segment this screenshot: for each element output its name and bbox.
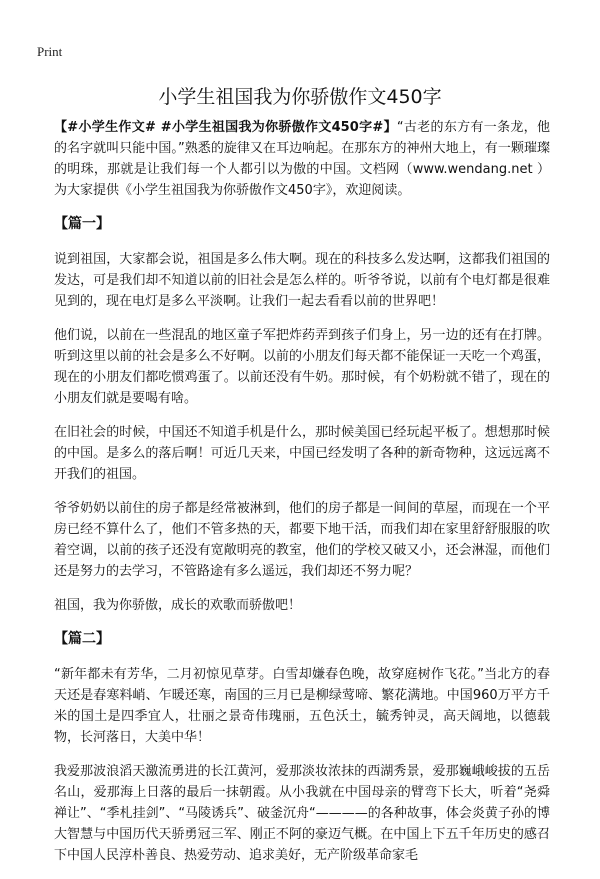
intro-paragraph xyxy=(54,117,550,201)
intro-text: “古老的东方有一条龙，他的名字就叫只能中国。”熟悉的旋律又在耳边响起。在那东方的神州大地上，有一颗璀璨的明珠，那就是让我们每一个人都引以为傲的中国。文档网（www.wendang.net ）为大家提供《小学生祖国我为你骄傲作文450字》，欢迎阅读。 xyxy=(54,120,550,198)
page-title: 小学生祖国我为你骄傲作文450字 xyxy=(158,86,442,108)
article-body xyxy=(54,117,550,879)
section2-paragraph-1: “新年都未有芳华，二月初惊见草芽。白雪却嫌春色晚，故穿庭树作飞花。”当北方的春天还是春寒料峭、乍暖还寒，南国的三月已是柳绿莺啼、繁花满地。中国960万平方千米的国土是四季宜人，壮丽之景奇伟瑰丽，五色沃土，毓秀钟灵，高天阔地，以德载物，长河落日，大美中华！ xyxy=(54,667,550,745)
section1-paragraph-1: 说到祖国，大家都会说，祖国是多么伟大啊。现在的科技多么发达啊，这都我们祖国的发达，可是我们却不知道以前的旧社会是怎么样的。听爷爷说，以前有个电灯都是很难见到的，现在电灯是多么平淡啊。让我们一起去看看以前的世界吧！ xyxy=(54,252,550,309)
section1-paragraph-2: 他们说，以前在一些混乱的地区童子军把炸药弄到孩子们身上，另一边的还有在打牌。听到这里以前的社会是多么不好啊。以前的小朋友们每天都不能保证一天吃一个鸡蛋，现在的小朋友们都吃惯鸡蛋了。以前还没有牛奶。那时候，有个奶粉就不错了，现在的小朋友们就是要喝有啥。 xyxy=(54,328,550,406)
section2-paragraph-2: 我爱那波浪滔天激流勇进的长江黄河，爱那淡妆浓抹的西湖秀景，爱那巍峨峻拔的五岳名山，爱那海上日落的最后一抹朝霞。从小我就在中国母亲的臂弯下长大，听着“尧舜禅让”、“季札挂剑”、“马陵诱兵”、破釜沉舟“————的各种故事，体会炎黄子孙的博大智慧与中国历代天骄勇冠三军、刚正不阿的豪迈气概。在中国上下五千年历史的感召下中国人民淳朴善良、热爱劳动、追求美好，无产阶级革命家毛 xyxy=(54,764,550,863)
section1-paragraph-4: 爷爷奶奶以前住的房子都是经常被淋到，他们的房子都是一间间的草屋，而现在一个平房已经不算什么了，他们不管多热的天，都要下地干活，而我们却在家里舒舒服服的吹着空调，以前的孩子还没有宽敞明亮的教室，他们的学校又破又小，还会淋湿，而他们还是努力的去学习，不管路途有多么遥远，我们却还不努力呢？ xyxy=(54,501,550,579)
section1-paragraph-3: 在旧社会的时候，中国还不知道手机是什么，那时候美国已经玩起平板了。想想那时候的中国。是多么的落后啊！可近几天来，中国已经发明了各种的新奇物种，这远远离不开我们的祖国。 xyxy=(54,425,550,482)
intro-tag: 【#小学生作文# #小学生祖国我为你骄傲作文450字#】 xyxy=(54,120,397,135)
section1-paragraph-5: 祖国，我为你骄傲，成长的欢歌而骄傲吧！ xyxy=(54,598,302,613)
section-heading-1: 【篇一】 xyxy=(54,216,110,232)
print-link[interactable]: Print xyxy=(37,44,63,59)
section-heading-2: 【篇二】 xyxy=(54,631,110,647)
